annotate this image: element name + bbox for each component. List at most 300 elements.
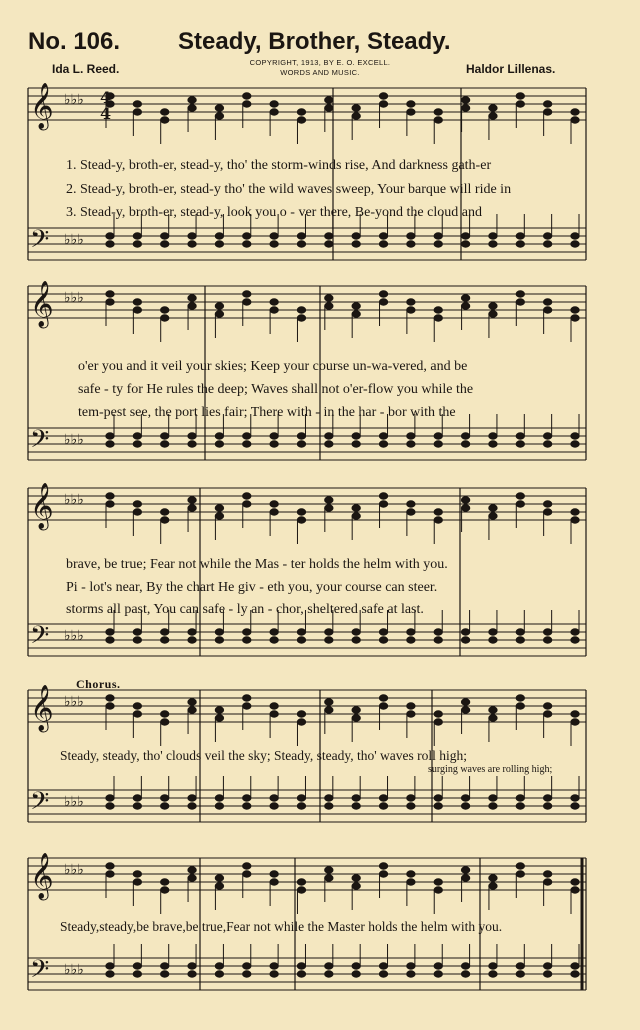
note-head	[489, 795, 497, 801]
note-head	[516, 299, 524, 305]
note-head	[270, 963, 278, 969]
note-head	[489, 883, 497, 889]
note-head	[461, 637, 469, 643]
treble-clef-icon: 𝄞	[30, 281, 54, 327]
note-head	[215, 971, 223, 977]
note-head	[188, 295, 196, 301]
note-head	[571, 971, 579, 977]
verse-3-line-1: 3. Stead-y, broth-er, stead-y, look you o - ver there, Be-yond the cloud and	[66, 205, 482, 220]
note-head	[188, 875, 196, 881]
note-head	[352, 875, 360, 881]
note-head	[407, 711, 415, 717]
note-head	[133, 101, 141, 107]
note-head	[325, 963, 333, 969]
note-head	[161, 233, 169, 239]
note-head	[516, 963, 524, 969]
note-head	[161, 509, 169, 515]
note-head	[407, 101, 415, 107]
note-head	[297, 441, 305, 447]
note-head	[379, 971, 387, 977]
note-head	[106, 863, 114, 869]
note-head	[461, 803, 469, 809]
note-head	[352, 105, 360, 111]
note-head	[352, 803, 360, 809]
note-head	[407, 795, 415, 801]
treble-clef-icon: 𝄞	[30, 483, 54, 529]
note-head	[543, 299, 551, 305]
note-head	[489, 241, 497, 247]
hymn-title: Steady, Brother, Steady.	[178, 28, 451, 55]
note-head	[297, 637, 305, 643]
note-head	[243, 233, 251, 239]
note-head	[543, 109, 551, 115]
note-head	[516, 637, 524, 643]
verse-3-line-3: storms all past, You can safe - ly an - chor, sheltered safe at last.	[66, 602, 424, 617]
note-head	[133, 803, 141, 809]
note-head	[215, 803, 223, 809]
note-head	[106, 433, 114, 439]
note-head	[270, 971, 278, 977]
note-head	[243, 629, 251, 635]
note-head	[297, 517, 305, 523]
note-head	[489, 233, 497, 239]
note-head	[133, 433, 141, 439]
note-head	[379, 299, 387, 305]
note-head	[270, 241, 278, 247]
note-head	[161, 719, 169, 725]
note-head	[243, 441, 251, 447]
note-head	[270, 879, 278, 885]
note-head	[215, 441, 223, 447]
note-head	[571, 795, 579, 801]
note-head	[243, 501, 251, 507]
note-head	[352, 795, 360, 801]
note-head	[215, 963, 223, 969]
note-head	[133, 795, 141, 801]
note-head	[543, 233, 551, 239]
note-head	[379, 441, 387, 447]
note-head	[434, 241, 442, 247]
note-head	[407, 501, 415, 507]
note-head	[352, 233, 360, 239]
note-head	[106, 299, 114, 305]
note-head	[270, 299, 278, 305]
note-head	[106, 291, 114, 297]
note-head	[407, 233, 415, 239]
note-head	[434, 441, 442, 447]
note-head	[407, 803, 415, 809]
copyright-subline: WORDS AND MUSIC.	[280, 68, 360, 77]
note-head	[407, 963, 415, 969]
note-head	[543, 101, 551, 107]
note-head	[161, 241, 169, 247]
note-head	[188, 867, 196, 873]
note-head	[243, 795, 251, 801]
note-head	[243, 241, 251, 247]
note-head	[379, 101, 387, 107]
verse-2-line-2: safe - ty for He rules the deep; Waves shall not o'er-flow you while the	[78, 382, 474, 397]
note-head	[270, 501, 278, 507]
note-head	[543, 795, 551, 801]
note-head	[489, 875, 497, 881]
bass-clef-icon: 𝄢	[30, 787, 50, 822]
note-head	[516, 863, 524, 869]
note-head	[352, 707, 360, 713]
note-head	[434, 887, 442, 893]
note-head	[325, 241, 333, 247]
note-head	[571, 109, 579, 115]
note-head	[543, 629, 551, 635]
note-head	[243, 863, 251, 869]
note-head	[161, 971, 169, 977]
note-head	[297, 509, 305, 515]
note-head	[379, 703, 387, 709]
note-head	[243, 93, 251, 99]
note-head	[543, 509, 551, 515]
note-head	[434, 109, 442, 115]
note-head	[543, 433, 551, 439]
note-head	[133, 971, 141, 977]
note-head	[407, 971, 415, 977]
note-head	[352, 113, 360, 119]
note-head	[270, 629, 278, 635]
note-head	[133, 629, 141, 635]
note-head	[243, 963, 251, 969]
note-head	[133, 233, 141, 239]
note-head	[270, 307, 278, 313]
note-head	[461, 707, 469, 713]
note-head	[270, 803, 278, 809]
note-head	[297, 971, 305, 977]
note-head	[352, 513, 360, 519]
note-head	[571, 711, 579, 717]
note-head	[543, 501, 551, 507]
note-head	[325, 433, 333, 439]
note-head	[461, 867, 469, 873]
note-head	[434, 315, 442, 321]
note-head	[161, 963, 169, 969]
note-head	[270, 441, 278, 447]
note-head	[543, 241, 551, 247]
note-head	[325, 707, 333, 713]
verse-2-line-3: Pi - lot's near, By the chart He giv - eth you, your course can steer.	[66, 580, 438, 595]
note-head	[325, 97, 333, 103]
note-head	[352, 971, 360, 977]
note-head	[516, 441, 524, 447]
note-head	[461, 505, 469, 511]
note-head	[270, 433, 278, 439]
note-heads	[106, 93, 579, 977]
note-head	[434, 719, 442, 725]
note-head	[161, 433, 169, 439]
bass-clef-icon: 𝄢	[30, 621, 50, 656]
note-head	[571, 637, 579, 643]
note-head	[489, 513, 497, 519]
note-head	[161, 879, 169, 885]
note-head	[325, 971, 333, 977]
note-head	[407, 109, 415, 115]
chorus-label: Chorus.	[76, 677, 121, 691]
note-head	[407, 703, 415, 709]
note-head	[516, 971, 524, 977]
note-head	[434, 879, 442, 885]
note-head	[434, 711, 442, 717]
note-head	[379, 433, 387, 439]
note-head	[379, 871, 387, 877]
note-head	[106, 795, 114, 801]
note-head	[379, 637, 387, 643]
key-signature-icon: ♭♭♭	[64, 92, 84, 108]
note-head	[352, 629, 360, 635]
note-head	[270, 101, 278, 107]
note-head	[133, 109, 141, 115]
note-head	[571, 879, 579, 885]
note-head	[215, 513, 223, 519]
note-head	[516, 703, 524, 709]
note-head	[571, 315, 579, 321]
note-head	[489, 963, 497, 969]
note-head	[297, 109, 305, 115]
note-head	[161, 629, 169, 635]
note-head	[516, 501, 524, 507]
note-head	[461, 97, 469, 103]
verse-1-line-1: 1. Stead-y, broth-er, stead-y, tho' the storm-winds rise, And darkness gath-er	[66, 158, 492, 173]
note-head	[325, 867, 333, 873]
note-head	[106, 703, 114, 709]
note-head	[352, 883, 360, 889]
note-head	[243, 637, 251, 643]
note-head	[325, 795, 333, 801]
note-head	[106, 493, 114, 499]
chorus-alt-text: surging waves are rolling high;	[428, 764, 553, 775]
note-head	[379, 629, 387, 635]
note-head	[461, 875, 469, 881]
note-head	[188, 971, 196, 977]
note-head	[461, 699, 469, 705]
note-head	[270, 109, 278, 115]
note-head	[571, 233, 579, 239]
note-head	[270, 703, 278, 709]
note-head	[215, 795, 223, 801]
note-head	[352, 441, 360, 447]
note-head	[543, 441, 551, 447]
note-head	[571, 963, 579, 969]
note-head	[461, 441, 469, 447]
note-head	[161, 803, 169, 809]
note-head	[489, 105, 497, 111]
note-head	[215, 241, 223, 247]
note-head	[461, 303, 469, 309]
note-head	[188, 441, 196, 447]
note-head	[243, 871, 251, 877]
note-head	[243, 433, 251, 439]
note-head	[516, 433, 524, 439]
composer-credit: Haldor Lillenas.	[466, 62, 556, 76]
note-head	[133, 711, 141, 717]
note-head	[379, 795, 387, 801]
note-head	[379, 501, 387, 507]
note-head	[571, 117, 579, 123]
note-head	[352, 311, 360, 317]
note-head	[270, 509, 278, 515]
note-head	[133, 441, 141, 447]
note-head	[407, 241, 415, 247]
key-signature-icon: ♭♭♭	[64, 290, 84, 306]
note-head	[434, 517, 442, 523]
note-head	[188, 233, 196, 239]
note-head	[161, 887, 169, 893]
note-head	[379, 963, 387, 969]
note-head	[407, 509, 415, 515]
note-head	[243, 695, 251, 701]
note-head	[215, 715, 223, 721]
note-head	[215, 233, 223, 239]
note-head	[161, 637, 169, 643]
note-head	[243, 971, 251, 977]
note-head	[215, 303, 223, 309]
note-head	[215, 433, 223, 439]
note-head	[489, 433, 497, 439]
note-head	[543, 879, 551, 885]
note-head	[516, 101, 524, 107]
note-head	[188, 699, 196, 705]
verse-3-line-2: tem-pest see, the port lies fair; There with - in the har - bor with the	[78, 405, 456, 420]
note-head	[571, 509, 579, 515]
note-head	[325, 497, 333, 503]
note-head	[516, 233, 524, 239]
note-head	[325, 303, 333, 309]
note-head	[489, 637, 497, 643]
note-head	[325, 295, 333, 301]
note-head	[461, 233, 469, 239]
note-head	[215, 637, 223, 643]
note-head	[516, 291, 524, 297]
note-head	[434, 795, 442, 801]
bass-clef-icon: 𝄢	[30, 225, 50, 260]
note-head	[379, 863, 387, 869]
note-head	[516, 695, 524, 701]
note-head	[161, 117, 169, 123]
note-head	[461, 295, 469, 301]
note-head	[106, 963, 114, 969]
note-head	[297, 803, 305, 809]
note-head	[188, 433, 196, 439]
note-head	[489, 971, 497, 977]
note-head	[516, 493, 524, 499]
note-head	[243, 703, 251, 709]
note-head	[297, 315, 305, 321]
note-head	[161, 441, 169, 447]
treble-clef-icon: 𝄞	[30, 685, 54, 731]
note-head	[489, 113, 497, 119]
note-head	[379, 803, 387, 809]
note-head	[106, 871, 114, 877]
note-head	[297, 433, 305, 439]
note-head	[133, 703, 141, 709]
note-head	[325, 505, 333, 511]
note-head	[352, 303, 360, 309]
time-signature-icon: 4	[100, 104, 112, 123]
note-head	[543, 307, 551, 313]
note-head	[133, 299, 141, 305]
note-head	[407, 637, 415, 643]
note-head	[270, 233, 278, 239]
note-head	[379, 241, 387, 247]
note-head	[161, 109, 169, 115]
note-head	[516, 803, 524, 809]
note-head	[571, 719, 579, 725]
verse-1-line-3: brave, be true; Fear not while the Mas - ter holds the helm with you.	[66, 557, 448, 572]
note-head	[325, 875, 333, 881]
note-head	[461, 629, 469, 635]
note-head	[215, 311, 223, 317]
note-head	[379, 93, 387, 99]
note-head	[543, 871, 551, 877]
note-head	[379, 493, 387, 499]
note-head	[352, 637, 360, 643]
note-head	[516, 93, 524, 99]
note-head	[106, 971, 114, 977]
note-head	[133, 871, 141, 877]
note-head	[188, 795, 196, 801]
note-head	[543, 711, 551, 717]
note-head	[188, 637, 196, 643]
note-head	[215, 113, 223, 119]
note-head	[407, 871, 415, 877]
note-head	[352, 241, 360, 247]
note-head	[352, 715, 360, 721]
note-head	[297, 307, 305, 313]
note-head	[434, 637, 442, 643]
note-head	[106, 637, 114, 643]
key-signature-icon: ♭♭♭	[64, 492, 84, 508]
note-head	[325, 233, 333, 239]
note-head	[215, 875, 223, 881]
note-head	[188, 505, 196, 511]
note-head	[516, 795, 524, 801]
note-head	[215, 707, 223, 713]
key-signature-icon: ♭♭♭	[64, 962, 84, 978]
note-head	[543, 637, 551, 643]
note-head	[461, 963, 469, 969]
note-head	[106, 441, 114, 447]
key-signature-icon: ♭♭♭	[64, 432, 84, 448]
note-head	[571, 517, 579, 523]
note-head	[243, 291, 251, 297]
bar-lines	[28, 88, 586, 990]
note-head	[106, 803, 114, 809]
note-head	[161, 517, 169, 523]
note-head	[297, 117, 305, 123]
note-head	[133, 307, 141, 313]
note-head	[352, 505, 360, 511]
note-head	[188, 803, 196, 809]
note-head	[188, 707, 196, 713]
note-head	[543, 703, 551, 709]
note-head	[106, 629, 114, 635]
chorus-line-2: Steady,steady,be brave,be true,Fear not while the Master holds the helm with you.	[60, 919, 503, 934]
note-head	[571, 241, 579, 247]
note-head	[434, 963, 442, 969]
note-head	[297, 963, 305, 969]
note-head	[434, 433, 442, 439]
note-head	[434, 629, 442, 635]
note-head	[133, 879, 141, 885]
note-head	[106, 501, 114, 507]
note-head	[489, 303, 497, 309]
note-head	[270, 637, 278, 643]
note-head	[188, 629, 196, 635]
